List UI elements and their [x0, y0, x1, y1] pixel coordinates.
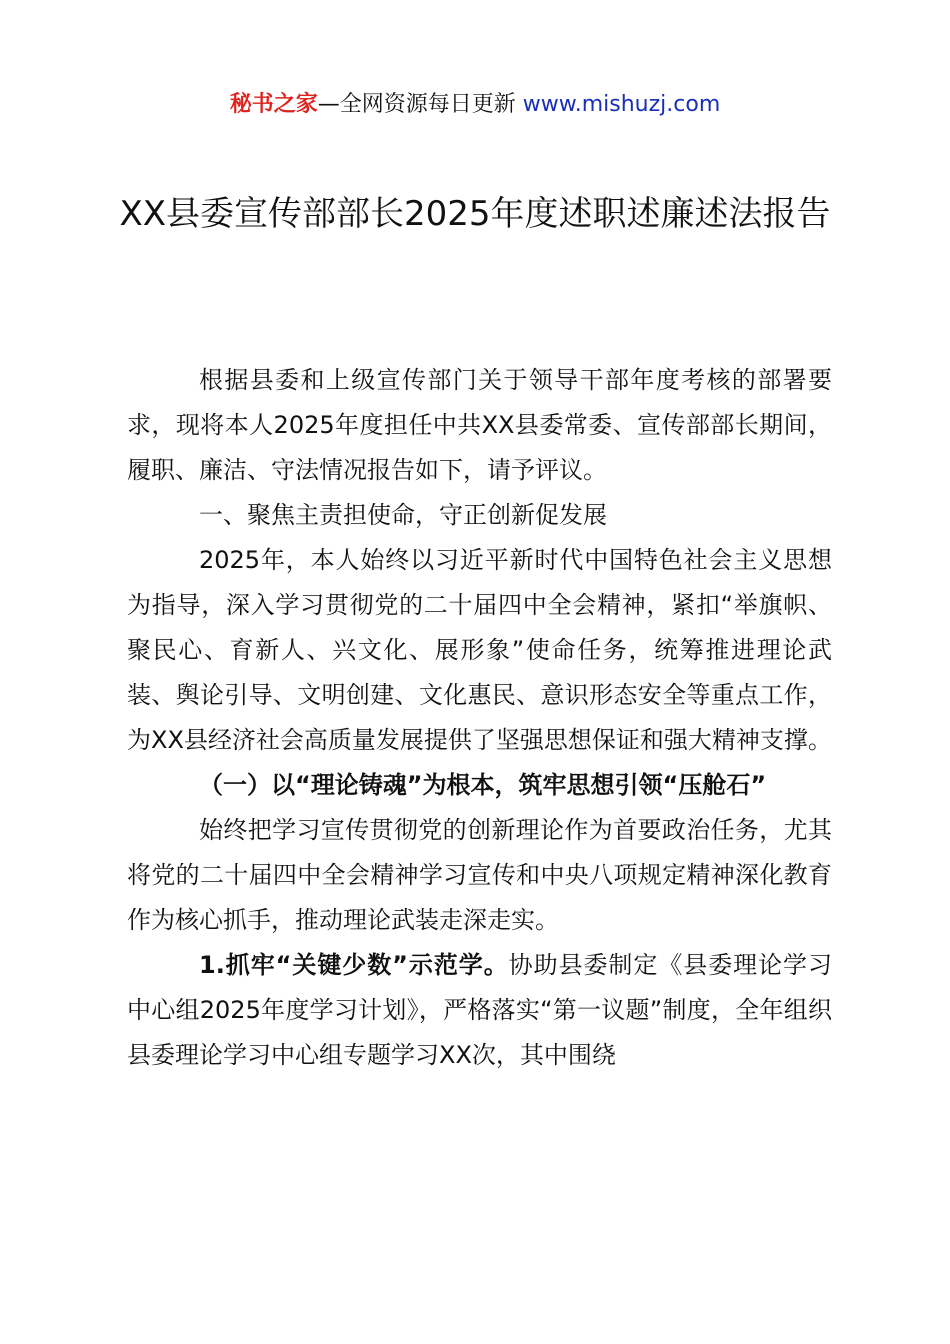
document-title: XX县委宣传部部长2025年度述职述廉述法报告: [119, 194, 831, 234]
site-slogan: —全网资源每日更新: [317, 92, 516, 117]
subsection-1-heading: （一）以“理论铸魂”为根本，筑牢思想引领“压舱石”: [199, 771, 767, 799]
item-1-lead: 1.抓牢“关键少数”示范学。: [199, 951, 509, 979]
section-1-heading: 一、聚焦主责担使命，守正创新促发展: [199, 501, 607, 529]
intro-paragraph: 根据县委和上级宣传部门关于领导干部年度考核的部署要求，现将本人2025年度担任中共XX县委常委、宣传部部长期间，履职、廉洁、守法情况报告如下，请予评议。: [127, 366, 832, 484]
site-name: 秘书之家: [229, 92, 318, 117]
site-header: [0, 88, 950, 122]
item-1-body: 协助县委制定《县委理论学习中心组2025年度学习计划》，严格落实“第一议题”制度，全年组织县委理论学习中心组专题学习XX次，其中围绕: [127, 951, 832, 1069]
item-1-paragraph: [127, 943, 832, 1078]
site-url-link[interactable]: www.mishuzj.com: [522, 92, 721, 117]
section-1-paragraph: 2025年，本人始终以习近平新时代中国特色社会主义思想为指导，深入学习贯彻党的二十届四中全会精神，紧扣“举旗帜、聚民心、育新人、兴文化、展形象”使命任务，统筹推进理论武装、舆论引导、文明创建、文化惠民、意识形态安全等重点工作，为XX县经济社会高质量发展提供了坚强思想保证和强大精神支撑。: [127, 546, 832, 754]
subsection-1-paragraph: 始终把学习宣传贯彻党的创新理论作为首要政治任务，尤其将党的二十届四中全会精神学习宣传和中央八项规定精神深化教育作为核心抓手，推动理论武装走深走实。: [127, 816, 832, 934]
document-body: [127, 358, 832, 1078]
